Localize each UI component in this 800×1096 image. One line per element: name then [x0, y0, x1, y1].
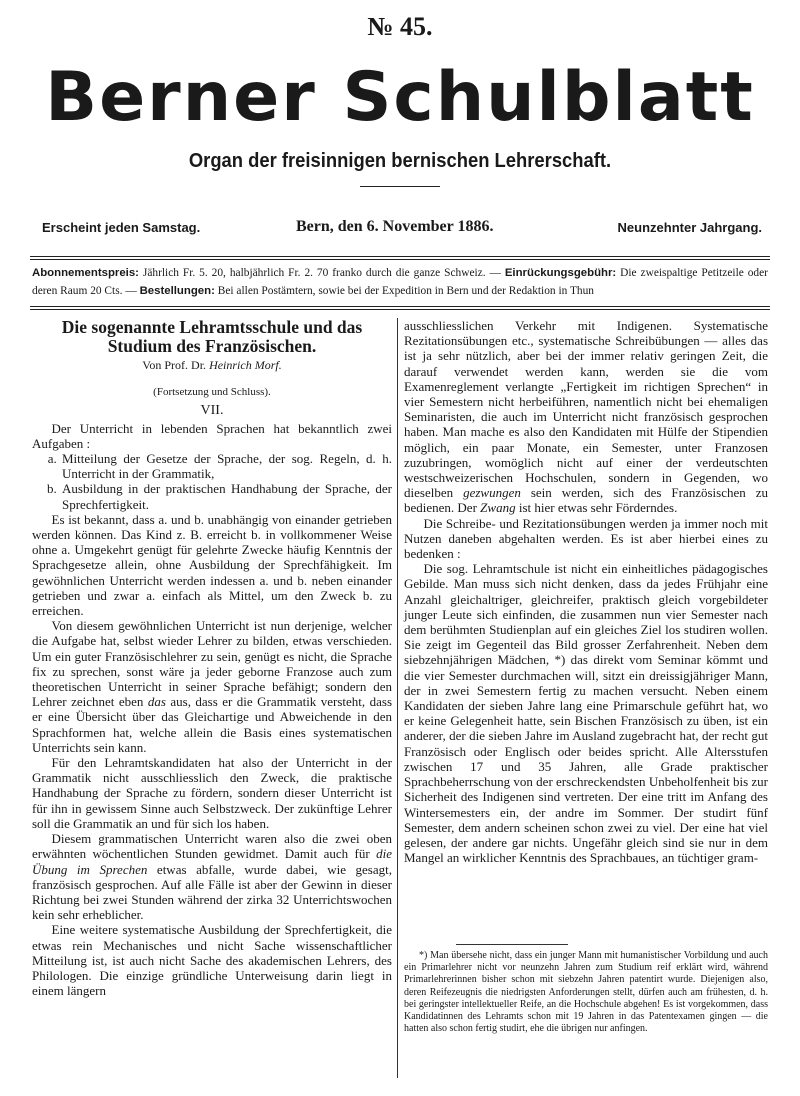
author-prefix: Von Prof. Dr. — [142, 358, 207, 372]
paragraph — [32, 618, 392, 755]
fee-label: Einrückungsgebühr: — [504, 267, 617, 279]
subscription-info — [32, 264, 768, 300]
subscription-text: Jährlich Fr. 5. 20, halbjährlich Fr. 2. 70 franko durch die ganze Schweiz. — — [142, 267, 501, 279]
article-author — [32, 358, 392, 373]
issue-number: № 45. — [367, 12, 433, 41]
column-divider — [397, 318, 398, 1078]
text-run: ausschliesslichen Verkehr mit Indigenen. Systematische Rezitationsübungen etc., systematische Schreibübungen — alles das ist ja sehr nützlich, aber bei der immer relativ geringen Zeit, die darauf verwendet werden kann, werden sie die vom Examenreglement verlangte „Fertigkeit im richtigen Sprechen“ in vier Semestern nicht herbeiführen, namentlich nicht bei ehemaligen Seminaristen, die auch im Unterricht nicht französisch gesprochen haben. Man mache es also den Kandidaten mit Hülfe der Stipendien möglich, ein paar Monate, ein Semester, unter Franzosen zuzubringen, womöglich nicht auf einer der verdeutschten westschweizerischen Hochschulen, sondern in Gegenden, wo dieselben — [404, 318, 768, 501]
column-right — [404, 318, 768, 865]
emphasis: das — [147, 694, 166, 710]
paragraph — [404, 318, 768, 516]
subscription-label: Abonnementspreis: — [32, 267, 139, 279]
header-rule-top-2 — [30, 259, 770, 260]
newspaper-title: Berner Schulblatt — [45, 58, 755, 137]
subtitle-divider — [360, 186, 440, 187]
section-number: VII. — [200, 403, 224, 419]
paragraph: Es ist bekannt, dass a. und b. unabhängig von einander getrieben werden können. Das Kind z. B. erreicht b. in vollkommener Weise ohne a. Umgekehrt genügt für gelehrte Zwecke häufig Kenntnis der Sprachgesetze allein, ohne Ausbildung der Sprechfähigkeit. Im gewöhnlichen Unterricht werden indessen a. und b. neben einander getrieben und zwar a. einfach als Mittel, um den Zweck b. zu erreichen. — [32, 511, 392, 619]
paragraph: Die Schreibe- und Rezitationsübungen werden ja immer noch mit Nutzen daneben abgehalten werden. Es ist aber hierbei eines zu bedenken : — [404, 515, 768, 562]
text-run: ist hier etwas sehr Förderndes. — [518, 500, 678, 516]
text-run: Von diesem gewöhnlichen Unterricht ist nun derjenige, welcher die Aufgabe hat, selbst wieder Lehrer zu bilden, etwas verschieden. Um ein guter Französischlehrer zu sein, genügt es nicht, die Sprache fix zu sprechen, sonst wäre ja jeder geborne Franzose auch zum theoretischen Unterricht in seiner Sprache befähigt; sondern den Lehrer zeichnet eben — [32, 618, 392, 710]
text-run: etwas abfalle, wurde dabei, wie gesagt, französisch gesprochen. Auf alle Fälle ist aber der Gewinn in dieser Richtung bei zwei Stunden während der zirka 32 Unterrichtswochen kein sehr erheblicher. — [32, 861, 392, 923]
text-run: sein werden, sich des Französischen zu bedienen. Der — [404, 485, 769, 516]
footnote: *) Man übersehe nicht, dass ein junger Mann mit humanistischer Vorbildung und auch ein Primarlehrer nicht vor neunzehn Jahren zum Studium reif erklärt wird, während Primarlehrerinnen bisher schon mit siebzehn Jahren patentirt wurde. Diejenigen also, deren Reifezeugnis die niedrigsten Anforderungen stellt, dürfen auch am frühesten, d. h. bei geringster intellektueller Reife, an die Hochschule abgehen! Es ist vorgekommen, dass Kandidatinnen des Lehramts schon mit 19 Jahren in das Patentexamen gingen — die hatten also schon fertig studirt, ehe die übrigen nur anfingen. — [404, 950, 768, 1035]
paragraph — [32, 831, 392, 922]
article-title: Die sogenannte Lehramtsschule und das Studium des Französischen. — [61, 317, 363, 356]
footnote-divider — [456, 944, 568, 945]
header-rule-bottom — [30, 306, 770, 307]
header-rule-top — [30, 256, 770, 257]
paragraph: Für den Lehramtskandidaten hat also der Unterricht in der Grammatik nicht ausschliesslich den Zweck, die praktische Handhabung der Sprache zu fördern, sondern dieser Unterricht ist für ihn in gewissem Sinne auch Selbstzweck. Der zukünftige Lehrer soll die Grammatik an und für sich los haben. — [32, 755, 392, 831]
emphasis: Zwang — [480, 500, 516, 516]
place-date: Bern, den 6. November 1886. — [296, 218, 494, 235]
task-list — [32, 451, 392, 512]
author-name: Heinrich Morf. — [209, 358, 282, 372]
text-run: aus, dass er die Grammatik versteht, dass er eine Übersicht über das Gleichartige und Abweichende in den Sprachformen hat, welche allein die Basis eines systematischen Unterrichts sein kann. — [32, 694, 393, 755]
list-item: b. Ausbildung in der praktischen Handhabung der Sprache, der Sprechfertigkeit. — [60, 481, 392, 511]
paragraph: Der Unterricht in lebenden Sprachen hat bekanntlich zwei Aufgaben : — [32, 420, 392, 451]
orders-label: Bestellungen: — [139, 285, 215, 297]
publication-frequency: Erscheint jeden Samstag. — [42, 220, 201, 235]
emphasis: gezwungen — [463, 485, 521, 501]
paragraph: Eine weitere systematische Ausbildung der Sprechfertigkeit, die etwas rein Mechanisches und nicht Sache wissenschaftlicher Mitteilung ist, ist auch nicht Sache des akademischen Lehrers, des Philologen. Die einzige gründliche Unterweisung darin liegt in einem längern — [32, 922, 392, 999]
text-run: Diesem grammatischen Unterricht waren also die zwei oben erwähnten wöchentlichen Stunden gewidmet. Damit auch für — [32, 831, 392, 862]
newspaper-subtitle: Organ der freisinnigen bernischen Lehrerschaft. — [188, 150, 612, 172]
paragraph: Die sog. Lehramtschule ist nicht ein einheitliches pädagogisches Gebilde. Man muss sich nicht denken, dass da jedes Frühjahr eine Anzahl gleichaltriger, gleichreifer, praktisch gleich vorgebildeter junger Leute sich einfinden, die zusammen nun vier Semester nach dem berühmten Studienplan auf ein gleiches Ziel los studiren wollen. Sie zeigt im Gegenteil das Bild grosser Zerfahrenheit. Neben dem siebzehnjährigen Mädchen, *) das direkt vom Seminar kömmt und die vier Semester durchmachen will, sitzt ein dreissigjähriger Mann, der in zwei Semestern fertig zu machen versucht. Neben einem Kandidaten der sieben Jahre lang eine Primarschule geführt hat, wo er keine Gelegenheit hatte, sein Bischen Französisch zu üben, ist ein anderer, der die sieben Jahre im Ausland zugebracht hat, der recht gut Französisch oder Englisch oder beides spricht. Alle Altersstufen zwischen 17 und 35 Jahren, alle Grade praktischer Sprachbeherrschung von der erschreckendsten Unbeholfenheit bis zur Sicherheit des Indigenen sind vertreten. Der eine tritt im Anfang des Wintersemesters ein, der andre im Sommer. Der studirt fünf Semester, dem andern scheinen schon zwei zu viel. Der eine hat viel gelesen, der andere gar nichts. Ungefähr gleich sind sie nur in dem Mangel an wirklicher Kenntnis des Sprachbaues, an tüchtiger gram- — [404, 561, 768, 866]
header-rule-bottom-2 — [30, 309, 770, 310]
continuation-note: (Fortsetzung und Schluss). — [153, 386, 271, 399]
fee-text: Die zweispaltige Petitzeile oder deren Raum 20 Cts. — — [32, 267, 768, 297]
volume-year: Neunzehnter Jahrgang. — [617, 220, 762, 235]
orders-text: Bei allen Postämtern, sowie bei der Expedition in Bern und der Redaktion in Thun — [217, 285, 595, 297]
emphasis: die Übung im Sprechen — [32, 846, 392, 877]
column-left — [32, 318, 392, 998]
list-item: a. Mitteilung der Gesetze der Sprache, der sog. Regeln, d. h. Unterricht in der Grammatik, — [60, 451, 392, 481]
